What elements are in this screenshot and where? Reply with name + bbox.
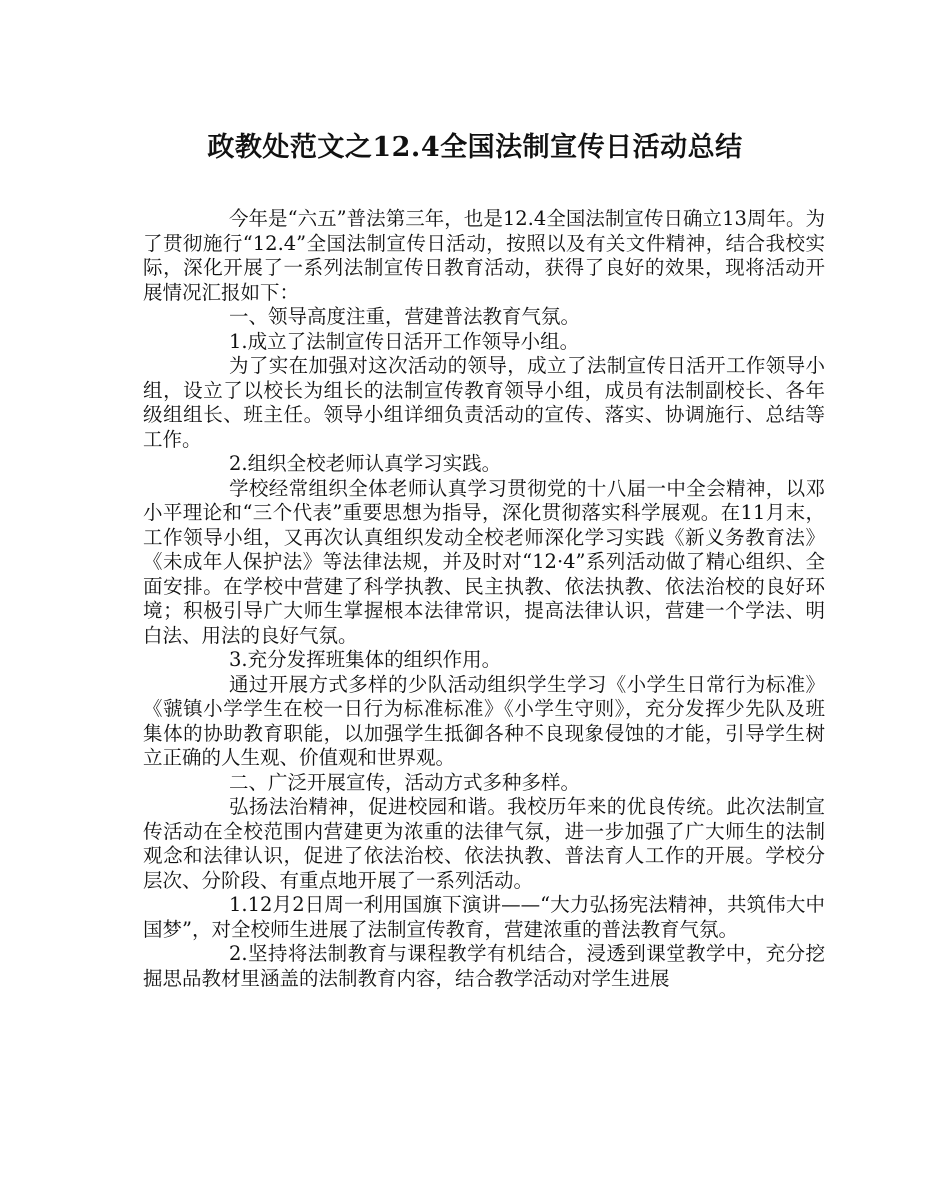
paragraph: 今年是“六五”普法第三年，也是12.4全国法制宣传日确立13周年。为了贯彻施行“12.4”全国法制宣传日活动，按照以及有关文件精神，结合我校实际，深化开展了一系列法制宣传日教育活动，获得了良好的效果，现将活动开展情况汇报如下： — [143, 207, 825, 304]
document-title: 政教处范文之12.4全国法制宣传日活动总结 — [207, 132, 743, 163]
paragraph: 通过开展方式多样的少队活动组织学生学习《小学生日常行为标准》《虢镇小学学生在校一日行为标准标准》《小学生守则》，充分发挥少先队及班集体的协助教育职能，以加强学生抵御各种不良现象侵蚀的才能，引导学生树立正确的人生观、价值观和世界观。 — [143, 672, 825, 769]
subsection-heading: 1.成立了法制宣传日活开工作领导小组。 — [229, 329, 580, 353]
subsection-heading: 2.组织全校老师认真学习实践。 — [229, 452, 502, 475]
paragraph: 学校经常组织全体老师认真学习贯彻党的十八届一中全会精神，以邓小平理论和“三个代表”重要思想为指导，深化贯彻落实科学展观。在11月末，工作领导小组，又再次认真组织发动全校老师深化学习实践《新义务教育法》《未成年人保护法》等法律法规，并及时对“12·4”系列活动做了精心组织、全面安排。在学校中营建了科学执教、民主执教、依法执教、依法治校的良好环境；积极引导广大师生掌握根本法律常识，提高法律认识，营建一个学法、明白法、用法的良好气氛。 — [143, 476, 825, 647]
paragraph: 弘扬法治精神，促进校园和谐。我校历年来的优良传统。此次法制宣传活动在全校范围内营建更为浓重的法律气氛，进一步加强了广大师生的法制观念和法律认识，促进了依法治校、依法执教、普法育人工作的开展。学校分层次、分阶段、有重点地开展了一系列活动。 — [143, 795, 825, 892]
document-body — [143, 207, 825, 991]
section-heading: 二、广泛开展宣传，活动方式多种多样。 — [229, 770, 581, 794]
paragraph: 2.坚持将法制教育与课程教学有机结合，浸透到课堂教学中，充分挖掘思品教材里涵盖的法制教育内容，结合教学活动对学生进展 — [143, 942, 825, 990]
paragraph: 1.12月2日周一利用国旗下演讲——“大力弘扬宪法精神，共筑伟大中国梦”，对全校师生进展了法制宣传教育，营建浓重的普法教育气氛。 — [143, 893, 825, 941]
section-heading: 一、领导高度注重，营建普法教育气氛。 — [229, 305, 581, 328]
subsection-heading: 3.充分发挥班集体的组织作用。 — [229, 648, 502, 671]
paragraph: 为了实在加强对这次活动的领导，成立了法制宣传日活开工作领导小组，设立了以校长为组长的法制宣传教育领导小组，成员有法制副校长、各年级组组长、班主任。领导小组详细负责活动的宣传、落实、协调施行、总结等工作。 — [143, 354, 825, 451]
